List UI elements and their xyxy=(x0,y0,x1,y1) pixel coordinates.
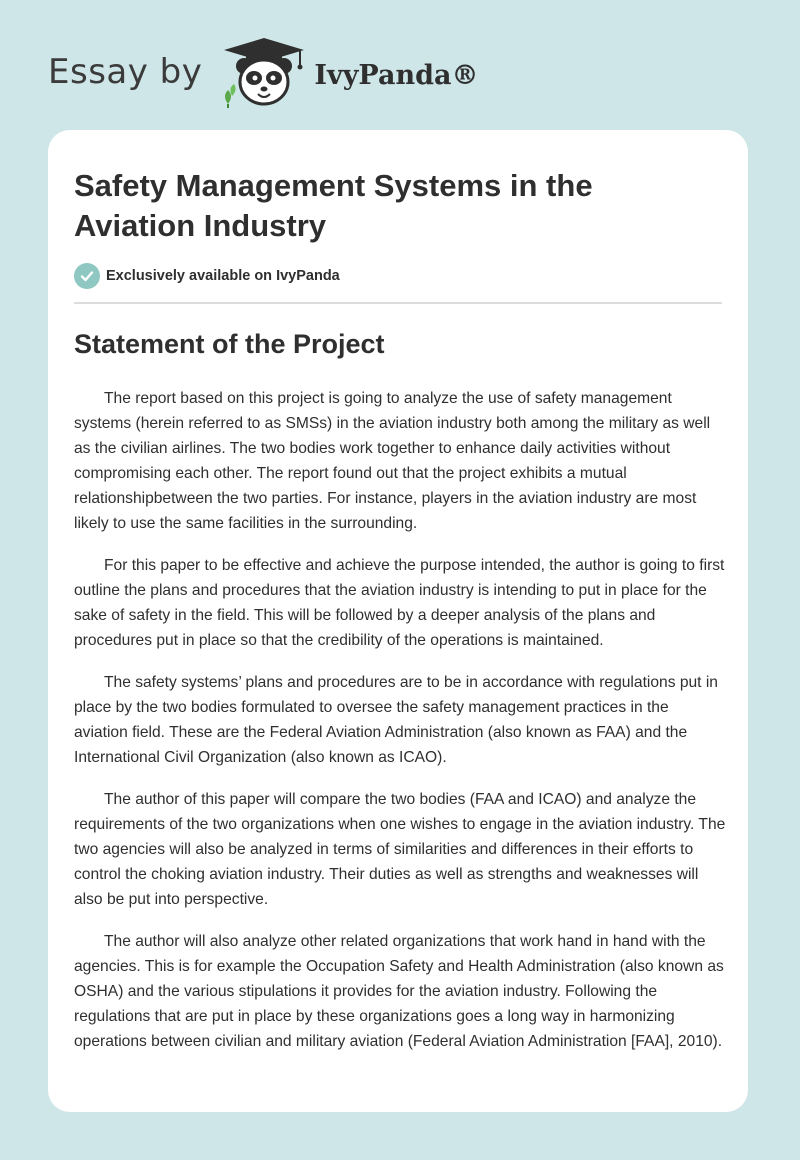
page-title: Safety Management Systems in the Aviation Industry xyxy=(74,168,593,243)
paragraph: The safety systems’ plans and procedures are to be in accordance with regulations put in place by the two bodies formulated to oversee the safety management practices in the aviation field. These are the Federal Aviation Administration (also known as FAA) and the International Civil Organization (also known as ICAO). xyxy=(74,674,718,766)
paragraph: For this paper to be effective and achieve the purpose intended, the author is going to first outline the plans and procedures that the aviation industry is intending to put in place for the sake of safety in the field. This will be followed by a deeper analysis of the plans and procedures put in place so that the credibility of the operations is maintained. xyxy=(74,557,725,649)
panda-graduate-icon xyxy=(220,36,308,108)
brand-name: IvyPanda® xyxy=(314,59,479,91)
essay-card xyxy=(48,130,748,1112)
paragraph: The report based on this project is going to analyze the use of safety management systems (herein referred to as SMSs) in the aviation industry both among the military as well as the civilian airlines. The two bodies work together to enhance daily activities without compromising each other. The report found out that the project exhibits a mutual relationshipbetween the two parties. For instance, players in the aviation industry are most likely to use the same facilities in the surrounding. xyxy=(74,390,711,532)
badge-label: Exclusively available on IvyPanda xyxy=(106,268,340,284)
ivypanda-logo[interactable] xyxy=(220,36,478,108)
exclusive-badge xyxy=(74,263,340,289)
essay-by-label: Essay by xyxy=(48,52,203,92)
paragraph: The author of this paper will compare the two bodies (FAA and ICAO) and analyze the requirements of the two organizations when one wishes to engage in the aviation industry. The two agencies will also be analyzed in terms of similarities and differences in their efforts to control the choking aviation industry. Their duties as well as strengths and weaknesses will also be put into perspective. xyxy=(74,791,726,908)
section-heading: Statement of the Project xyxy=(74,329,385,359)
check-icon xyxy=(74,263,100,289)
paragraph: The author will also analyze other related organizations that work hand in hand with the agencies. This is for example the Occupation Safety and Health Administration (also known as OSHA) and the various stipulations it provides for the aviation industry. Following the regulations that are put in place by these organizations goes a long way in harmonizing operations between civilian and military aviation (Federal Aviation Administration [FAA], 2010). xyxy=(74,933,724,1050)
site-header xyxy=(48,36,478,108)
divider xyxy=(74,302,722,304)
article-body xyxy=(74,386,726,1071)
